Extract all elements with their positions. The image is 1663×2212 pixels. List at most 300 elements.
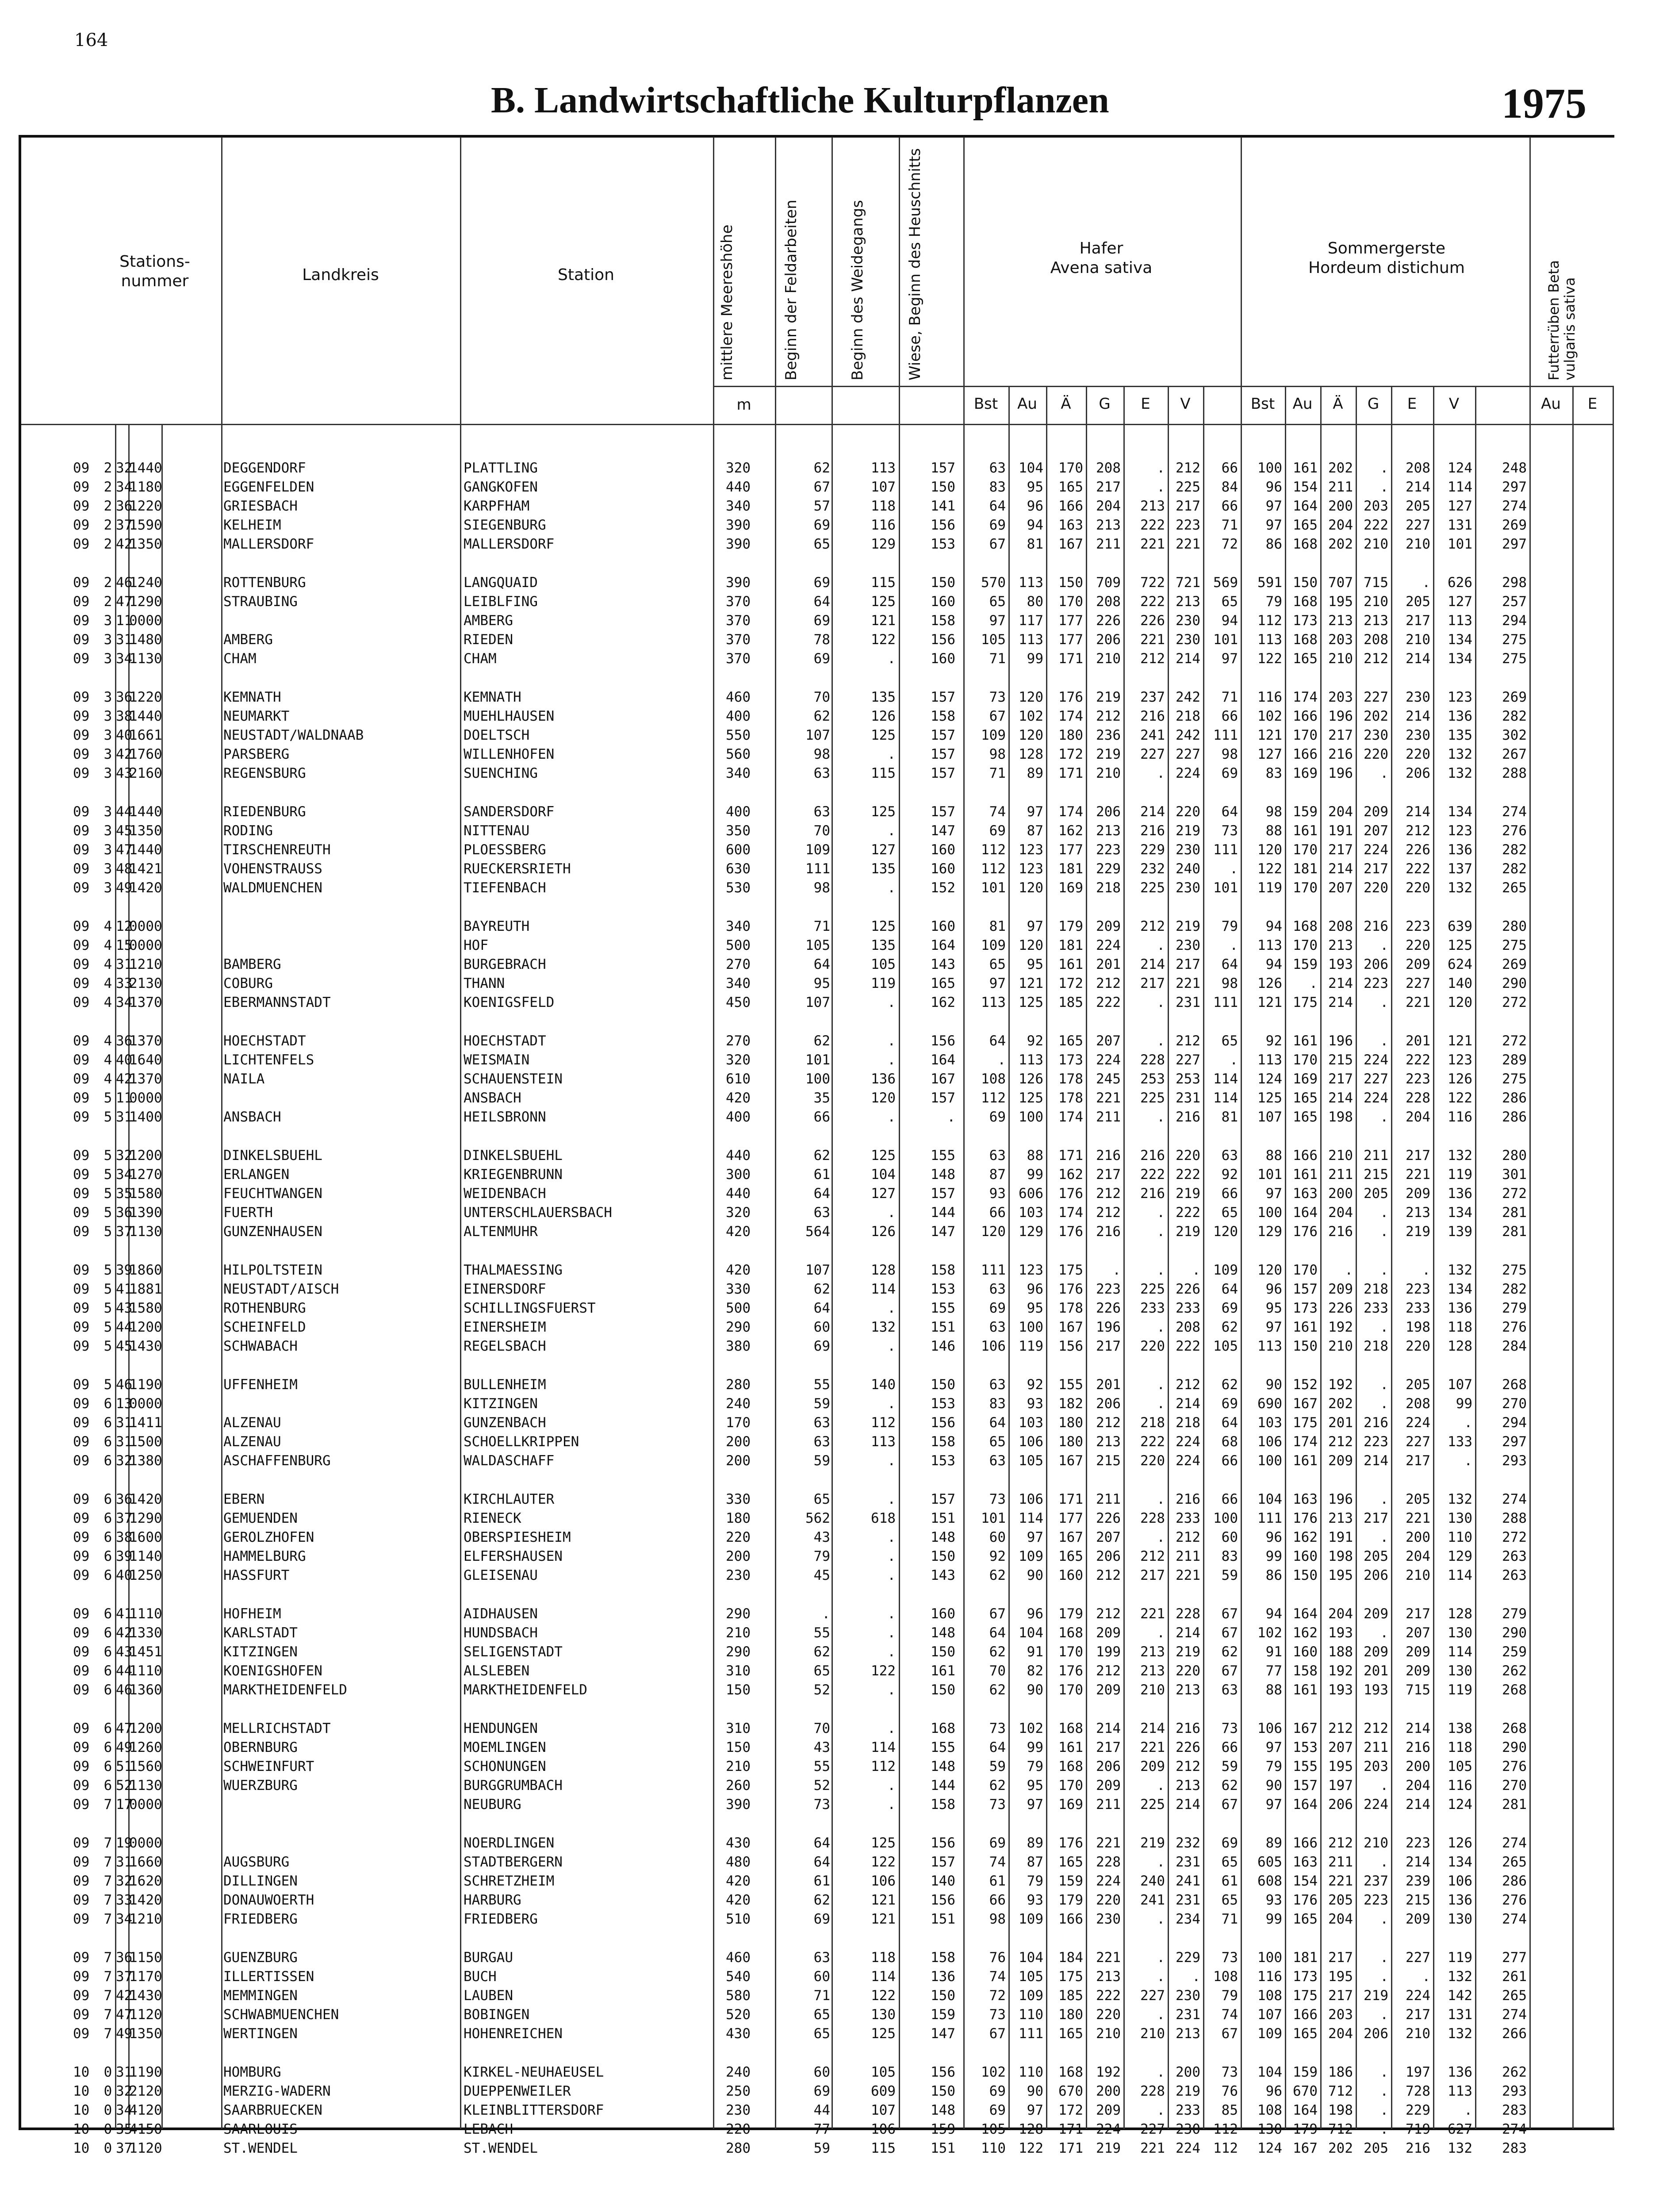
table-cell: 670: [1058, 2083, 1083, 2099]
table-cell: THALMAESSING: [464, 1262, 563, 1278]
table-cell: 228: [1140, 2083, 1165, 2099]
table-cell: 161: [1293, 823, 1318, 839]
table-cell: 132: [1448, 1969, 1472, 1985]
table-cell: 217: [1176, 498, 1200, 514]
table-cell: 166: [1058, 1911, 1083, 1927]
table-cell: DINKELSBUEHL: [464, 1148, 563, 1164]
table-cell: 32: [116, 2083, 133, 2099]
table-cell: .: [1380, 460, 1388, 476]
table-cell: 44: [813, 2102, 830, 2118]
table-cell: 09: [73, 708, 90, 724]
table-cell: 93: [1027, 1396, 1043, 1412]
table-cell: 281: [1502, 1224, 1527, 1240]
table-cell: 630: [726, 861, 751, 877]
table-cell: .: [887, 1606, 896, 1622]
table-cell: 715: [1364, 575, 1388, 591]
column-divider: [221, 137, 222, 2129]
table-cell: .: [1112, 1262, 1121, 1278]
table-cell: 500: [726, 1300, 751, 1316]
table-cell: 64: [813, 594, 830, 610]
table-cell: 143: [931, 956, 955, 972]
table-cell: 212: [1096, 975, 1121, 991]
table-cell: 270: [726, 1033, 751, 1049]
table-cell: 5: [103, 1281, 112, 1297]
table-cell: 121: [1257, 995, 1282, 1010]
table-cell: 0: [103, 2140, 112, 2156]
table-cell: 156: [931, 1835, 955, 1851]
table-cell: 626: [1448, 575, 1472, 591]
table-cell: 101: [1213, 880, 1238, 896]
table-cell: 340: [726, 765, 751, 781]
table-cell: AMBERG: [464, 613, 513, 629]
table-cell: 09: [73, 1911, 90, 1927]
year-label: 1975: [1502, 80, 1586, 127]
table-cell: 120: [871, 1090, 896, 1106]
table-row: [0, 1281, 1613, 1300]
table-cell: 132: [871, 1319, 896, 1335]
table-cell: 113: [1019, 1052, 1043, 1068]
table-cell: 111: [1213, 995, 1238, 1010]
table-cell: 09: [73, 689, 90, 705]
table-cell: 192: [1328, 1319, 1353, 1335]
table-cell: .: [1157, 1396, 1165, 1412]
table-row: [0, 1835, 1613, 1854]
table-cell: 09: [73, 918, 90, 934]
table-cell: 94: [1265, 1606, 1282, 1622]
table-cell: 390: [726, 536, 751, 552]
table-cell: 100: [1257, 1453, 1282, 1469]
table-cell: 179: [1293, 2121, 1318, 2137]
table-cell: 89: [1265, 1835, 1282, 1851]
table-cell: .: [1380, 1109, 1388, 1125]
table-cell: 09: [73, 1988, 90, 2004]
table-cell: 282: [1502, 708, 1527, 724]
table-cell: 1580: [129, 1186, 162, 1202]
table-cell: 69: [813, 613, 830, 629]
table-cell: 95: [1027, 1778, 1043, 1793]
table-cell: 227: [1406, 975, 1430, 991]
table-cell: 150: [931, 575, 955, 591]
table-cell: 5: [103, 1224, 112, 1240]
table-cell: 09: [73, 1377, 90, 1393]
table-cell: 1200: [129, 1720, 162, 1736]
table-cell: 217: [1140, 975, 1165, 991]
table-cell: 65: [1221, 1033, 1238, 1049]
table-cell: 99: [1265, 1911, 1282, 1927]
table-cell: 330: [726, 1281, 751, 1297]
table-cell: HAMMELBURG: [223, 1548, 306, 1564]
table-cell: 97: [989, 613, 1006, 629]
table-cell: 4: [103, 1052, 112, 1068]
table-cell: 105: [1213, 1338, 1238, 1354]
table-cell: 564: [805, 1224, 830, 1240]
table-cell: 109: [1019, 1548, 1043, 1564]
table-cell: KITZINGEN: [223, 1644, 298, 1660]
table-row: [0, 2026, 1613, 2044]
table-cell: 42: [116, 746, 133, 762]
table-cell: 101: [1213, 632, 1238, 648]
table-cell: 281: [1502, 1797, 1527, 1813]
table-cell: 37: [116, 1224, 133, 1240]
table-cell: 222: [1364, 517, 1388, 533]
table-cell: 96: [1265, 2083, 1282, 2099]
table-cell: 96: [1265, 479, 1282, 495]
table-cell: 111: [1213, 842, 1238, 858]
table-cell: 380: [726, 1338, 751, 1354]
table-cell: 223: [1364, 1434, 1388, 1450]
table-cell: 200: [726, 1548, 751, 1564]
table-cell: 294: [1502, 613, 1527, 629]
table-row: [0, 956, 1613, 975]
table-cell: 163: [1058, 517, 1083, 533]
table-cell: 210: [1328, 651, 1353, 667]
table-cell: 180: [726, 1510, 751, 1526]
table-cell: MALLERSDORF: [464, 536, 555, 552]
table-cell: 268: [1502, 1377, 1527, 1393]
table-cell: 134: [1448, 632, 1472, 648]
table-cell: 168: [1293, 918, 1318, 934]
table-cell: RIEDEN: [464, 632, 513, 648]
table-cell: 107: [805, 727, 830, 743]
table-cell: SUENCHING: [464, 765, 538, 781]
table-cell: 168: [1293, 536, 1318, 552]
table-cell: 98: [989, 1911, 1006, 1927]
table-cell: 210: [726, 1759, 751, 1774]
table-cell: 217: [1096, 479, 1121, 495]
table-cell: 93: [989, 1186, 1006, 1202]
table-row: [0, 613, 1613, 631]
table-cell: 1190: [129, 2064, 162, 2080]
table-cell: 52: [813, 1778, 830, 1793]
table-cell: 110: [1019, 2007, 1043, 2023]
table-cell: 62: [813, 708, 830, 724]
table-cell: 161: [1058, 956, 1083, 972]
table-cell: 216: [1364, 918, 1388, 934]
table-row: [0, 651, 1613, 669]
header-weidegang: Beginn des Weidegangs: [849, 200, 866, 380]
table-cell: 270: [1502, 1778, 1527, 1793]
table-cell: .: [1380, 2121, 1388, 2137]
table-cell: 165: [1058, 1548, 1083, 1564]
table-cell: 212: [1176, 1033, 1200, 1049]
table-cell: .: [1380, 1491, 1388, 1507]
table-cell: 36: [116, 1033, 133, 1049]
table-cell: 157: [931, 727, 955, 743]
table-cell: 160: [931, 918, 955, 934]
table-cell: 5: [103, 1300, 112, 1316]
gerste-phase-header: Ä: [1333, 395, 1343, 413]
table-cell: 223: [1176, 517, 1200, 533]
table-cell: 125: [1257, 1090, 1282, 1106]
table-cell: 211: [1364, 1148, 1388, 1164]
table-cell: .: [887, 1453, 896, 1469]
table-cell: 3: [103, 765, 112, 781]
table-cell: 210: [1328, 1338, 1353, 1354]
table-cell: 73: [989, 689, 1006, 705]
table-cell: 123: [1448, 823, 1472, 839]
table-cell: 63: [813, 804, 830, 820]
table-cell: 225: [1140, 1281, 1165, 1297]
table-cell: 274: [1502, 1491, 1527, 1507]
table-row: [0, 1778, 1613, 1796]
header-stationsnummer: Stations- nummer: [119, 253, 190, 290]
table-cell: 176: [1058, 1281, 1083, 1297]
table-cell: 223: [1406, 1281, 1430, 1297]
table-cell: 99: [1027, 651, 1043, 667]
table-cell: .: [997, 1052, 1006, 1068]
table-cell: 166: [1293, 2007, 1318, 2023]
table-row: [0, 498, 1613, 517]
table-cell: 540: [726, 1969, 751, 1985]
table-cell: 208: [1096, 594, 1121, 610]
table-cell: 116: [1448, 1109, 1472, 1125]
table-row: [0, 937, 1613, 956]
table-cell: 32: [116, 1148, 133, 1164]
table-cell: 236: [1096, 727, 1121, 743]
table-cell: 62: [989, 1644, 1006, 1660]
table-cell: 101: [1448, 536, 1472, 552]
table-cell: 09: [73, 1300, 90, 1316]
table-cell: 65: [989, 1434, 1006, 1450]
table-cell: 76: [989, 1950, 1006, 1966]
table-cell: 107: [805, 995, 830, 1010]
table-cell: 5: [103, 1319, 112, 1335]
table-cell: .: [822, 1606, 830, 1622]
table-cell: NEUMARKT: [223, 708, 290, 724]
table-cell: 158: [1293, 1663, 1318, 1679]
table-cell: 73: [989, 1720, 1006, 1736]
table-cell: 222: [1406, 861, 1430, 877]
table-cell: 132: [1448, 765, 1472, 781]
table-cell: 176: [1293, 1892, 1318, 1908]
table-cell: 151: [931, 1911, 955, 1927]
table-cell: .: [1157, 1033, 1165, 1049]
table-cell: 90: [1027, 2083, 1043, 2099]
table-cell: 262: [1502, 2064, 1527, 2080]
table-cell: 220: [1176, 804, 1200, 820]
table-cell: 166: [1293, 746, 1318, 762]
table-cell: DEGGENDORF: [223, 460, 306, 476]
table-cell: 97: [989, 975, 1006, 991]
table-cell: 174: [1293, 689, 1318, 705]
unit-row-line: [713, 386, 1613, 387]
table-cell: 63: [989, 1319, 1006, 1335]
table-cell: 150: [931, 1644, 955, 1660]
table-cell: 221: [1406, 995, 1430, 1010]
table-cell: 1420: [129, 1892, 162, 1908]
table-cell: 225: [1140, 1090, 1165, 1106]
table-cell: 62: [1221, 1778, 1238, 1793]
table-cell: 230: [1176, 2121, 1200, 2137]
table-cell: 158: [931, 1434, 955, 1450]
table-row: [0, 1167, 1613, 1185]
table-cell: CHAM: [223, 651, 257, 667]
table-cell: 109: [1019, 1911, 1043, 1927]
table-cell: 119: [871, 975, 896, 991]
table-cell: 139: [1448, 1224, 1472, 1240]
table-cell: 165: [1058, 1033, 1083, 1049]
gerste-phase-header: Au: [1292, 395, 1313, 413]
table-cell: 81: [989, 918, 1006, 934]
table-cell: 150: [1293, 1567, 1318, 1583]
table-cell: RODING: [223, 823, 273, 839]
table-cell: 112: [981, 861, 1006, 877]
table-cell: 283: [1502, 2102, 1527, 2118]
table-cell: 69: [989, 517, 1006, 533]
table-cell: 36: [116, 1205, 133, 1221]
table-cell: 272: [1502, 1186, 1527, 1202]
table-cell: 6: [103, 1663, 112, 1679]
table-cell: 520: [726, 2007, 751, 2023]
table-cell: 2: [103, 498, 112, 514]
table-cell: 09: [73, 727, 90, 743]
table-cell: 212: [1176, 1377, 1200, 1393]
table-row: [0, 975, 1613, 994]
table-cell: 106: [981, 1338, 1006, 1354]
table-cell: 127: [871, 842, 896, 858]
table-cell: 171: [1058, 1491, 1083, 1507]
table-cell: 116: [1257, 689, 1282, 705]
table-cell: 168: [1293, 632, 1318, 648]
table-cell: TIRSCHENREUTH: [223, 842, 331, 858]
table-cell: 98: [1265, 804, 1282, 820]
table-cell: 2160: [129, 765, 162, 781]
table-cell: COBURG: [223, 975, 273, 991]
table-cell: 3: [103, 727, 112, 743]
table-cell: 192: [1096, 2064, 1121, 2080]
table-cell: 297: [1502, 1434, 1527, 1450]
table-cell: 121: [871, 1892, 896, 1908]
table-cell: 66: [989, 1205, 1006, 1221]
table-cell: BURGGRUMBACH: [464, 1778, 563, 1793]
table-cell: 259: [1502, 1644, 1527, 1660]
table-cell: 153: [931, 536, 955, 552]
column-divider: [775, 137, 776, 2129]
table-cell: 222: [1140, 1434, 1165, 1450]
table-cell: 219: [1176, 1224, 1200, 1240]
table-cell: 114: [1448, 1567, 1472, 1583]
table-cell: 64: [813, 1300, 830, 1316]
table-cell: 67: [1221, 1625, 1238, 1641]
table-cell: 161: [1293, 1682, 1318, 1698]
table-cell: 63: [989, 1281, 1006, 1297]
table-cell: 134: [1448, 1281, 1472, 1297]
table-cell: 65: [813, 1491, 830, 1507]
table-cell: 233: [1176, 1300, 1200, 1316]
table-cell: 202: [1364, 708, 1388, 724]
table-cell: 67: [813, 479, 830, 495]
table-cell: 118: [871, 498, 896, 514]
table-cell: 209: [1328, 1453, 1353, 1469]
table-cell: 94: [1027, 517, 1043, 533]
table-cell: 43: [116, 1300, 133, 1316]
table-cell: 230: [1176, 937, 1200, 953]
table-cell: 111: [1019, 2026, 1043, 2042]
table-cell: 6: [103, 1529, 112, 1545]
table-cell: 09: [73, 1186, 90, 1202]
table-cell: WEISMAIN: [464, 1052, 530, 1068]
table-cell: 180: [1058, 1434, 1083, 1450]
table-cell: 7: [103, 2026, 112, 2042]
table-row: [0, 995, 1613, 1013]
table-cell: 215: [1096, 1453, 1121, 1469]
table-cell: GUENZBURG: [223, 1950, 298, 1966]
table-cell: 297: [1502, 479, 1527, 495]
table-cell: 170: [1058, 594, 1083, 610]
table-cell: 212: [1140, 651, 1165, 667]
table-cell: 223: [1406, 1835, 1430, 1851]
table-cell: 170: [1293, 1262, 1318, 1278]
table-cell: 09: [73, 746, 90, 762]
table-cell: 164: [1293, 1606, 1318, 1622]
table-cell: 226: [1328, 1300, 1353, 1316]
table-cell: 340: [726, 918, 751, 934]
table-cell: .: [1380, 1625, 1388, 1641]
table-cell: 128: [1019, 746, 1043, 762]
table-cell: 71: [989, 651, 1006, 667]
table-cell: 36: [116, 689, 133, 705]
table-cell: 45: [116, 1338, 133, 1354]
table-cell: 168: [1058, 1759, 1083, 1774]
table-cell: 280: [726, 1377, 751, 1393]
table-cell: 73: [1221, 1720, 1238, 1736]
table-cell: 209: [1406, 1644, 1430, 1660]
table-cell: 163: [1293, 1854, 1318, 1870]
table-cell: 6: [103, 1434, 112, 1450]
table-cell: 157: [931, 460, 955, 476]
table-cell: 112: [1213, 2140, 1238, 2156]
table-cell: .: [1380, 1950, 1388, 1966]
table-cell: 178: [1058, 1300, 1083, 1316]
table-cell: 173: [1293, 613, 1318, 629]
table-cell: 282: [1502, 861, 1527, 877]
table-cell: 34: [116, 479, 133, 495]
table-cell: .: [887, 746, 896, 762]
table-cell: 196: [1328, 765, 1353, 781]
table-cell: 1360: [129, 1682, 162, 1698]
table-cell: KARLSTADT: [223, 1625, 298, 1641]
table-cell: 34: [116, 651, 133, 667]
table-cell: 09: [73, 1759, 90, 1774]
table-cell: 61: [813, 1873, 830, 1889]
table-cell: 220: [1140, 1338, 1165, 1354]
table-cell: 113: [1448, 2083, 1472, 2099]
table-cell: 159: [931, 2121, 955, 2137]
table-cell: 171: [1058, 1148, 1083, 1164]
table-cell: 216: [1328, 1224, 1353, 1240]
table-cell: 97: [1027, 2102, 1043, 2118]
table-cell: 69: [989, 823, 1006, 839]
table-row: [0, 1950, 1613, 1968]
table-cell: EINERSHEIM: [464, 1319, 546, 1335]
table-cell: 165: [931, 975, 955, 991]
table-cell: 721: [1176, 575, 1200, 591]
table-cell: 19: [116, 1835, 133, 1851]
table-row: [0, 1033, 1613, 1052]
table-cell: .: [887, 1625, 896, 1641]
table-cell: NEUBURG: [464, 1797, 521, 1813]
ruebe-phase-header: E: [1587, 395, 1598, 413]
table-cell: .: [887, 1300, 896, 1316]
table-cell: 67: [1221, 1663, 1238, 1679]
table-cell: 136: [1448, 708, 1472, 724]
table-cell: 237: [1140, 689, 1165, 705]
table-cell: 222: [1140, 594, 1165, 610]
table-cell: .: [1380, 1033, 1388, 1049]
table-cell: 223: [1364, 1892, 1388, 1908]
table-cell: 4: [103, 956, 112, 972]
table-cell: 159: [1293, 956, 1318, 972]
